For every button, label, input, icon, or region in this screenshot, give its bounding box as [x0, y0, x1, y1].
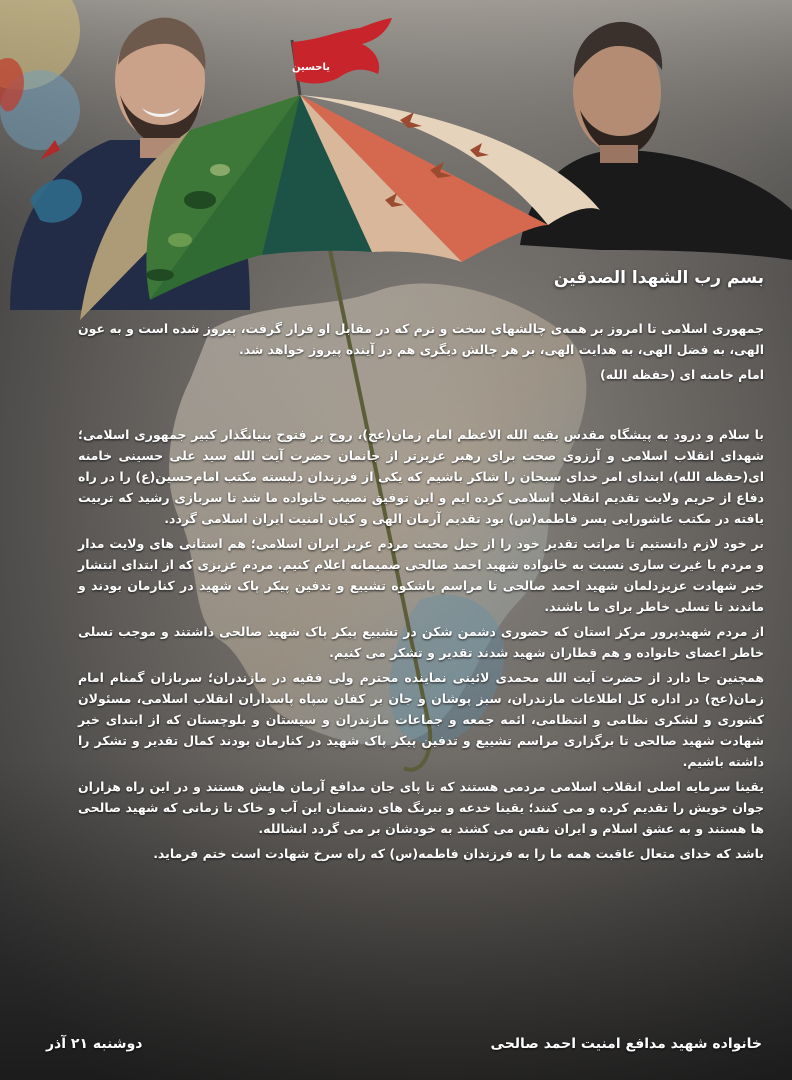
paragraph-1: با سلام و درود به پیشگاه مقدس بقیه الله الاعظم امام زمان(عج)، روح پر فتوح بنیانگذار کبیر جمهوری اسلامی؛ شهدای انقلاب اسلامی و آرزوی صحت برای رهبر عزیزتر از جانمان حضرت آیت الله سید علی حسینی خامنه ای(حفظه الله)، ابتدای امر خدای سبحان را شاکر باشیم که یکی از فرزندان دلبسته مکتب امام‌حسین(ع) را در راه دفاع از حریم ولایت تقدیم انقلاب اسلامی کرده ایم و این توفیق نصیب خانواده ما شد تا سربازی رشید که تربیت یافته در مکتب عاشورایی پسر فاطمه(س) بود تقدیم آرمان الهی و کیان امنیت ایران اسلامی گردد.: [78, 427, 764, 526]
paragraph-5: یقینا سرمایه اصلی انقلاب اسلامی مردمی هستند که تا پای جان مدافع آرمان هایش هستند و در این راه هزاران جوان خویش را تقدیم کرده و می کنند؛ یقینا خدعه و نیرنگ های دشمنان این آب و خاک تا زمانی که شهید صالحی ها هستند و به عشق اسلام و ایران نفس می کشند به خودشان بر می گردد انشالله.: [78, 779, 764, 836]
letter-body: [78, 424, 764, 868]
letter-title: بسم رب الشهدا الصدقین: [553, 268, 764, 288]
date-label: دوشنبه ۲۱ آذر: [46, 1036, 143, 1052]
flag-text: یاحسین: [292, 62, 330, 73]
signature: خانواده شهید مدافع امنیت احمد صالحی: [490, 1036, 762, 1052]
paragraph-6: باشد که خدای متعال عاقبت همه ما را به فرزندان فاطمه(س) که راه سرخ شهادت است ختم فرماید.: [153, 846, 764, 861]
paragraph-2: بر خود لازم دانستیم تا مراتب تقدیر خود را از خیل محبت مردم عزیز ایران اسلامی؛ هم استانی های ولایت مدار و مردم با غیرت ساری نسبت به خانواده شهید احمد صالحی صمیمانه اعلام کنیم. مردم عزیزی که از ابتدای انتشار خبر شهادت عزیزدلمان شهید احمد صالحی تا مراسم باشکوه تشییع و تدفین پیکر پاک شهید در کنارمان بودند و ماندند تا تسلی خاطر برای ما باشند.: [78, 536, 764, 614]
quote-source: امام خامنه ای (حفظه الله): [599, 367, 764, 382]
paragraph-4: همچنین جا دارد از حضرت آیت الله محمدی لائینی نماینده محترم ولی فقیه در مازندران؛ سربازان گمنام امام زمان(عج) در اداره کل اطلاعات مازندران، سبز پوشان و جان بر کفان سپاه پاسداران انقلاب اسلامی، مسئولان کشوری و لشکری نظامی و انتظامی، ائمه جمعه و جماعات مازندران و سیستان و بلوچستان که از ابتدای خبر شهادت شهید صالحی تا برگزاری مراسم تشییع و تدفین پیکر پاک شهید در کنارمان بودند کمال تقدیر و تشکر را داشته باشیم.: [78, 670, 764, 769]
paragraph-3: از مردم شهیدپرور مرکز استان که حضوری دشمن شکن در تشییع پیکر پاک شهید صالحی داشتند و موجب تسلی خاطر اعضای خانواده و هم قطاران شهید شدند تقدیر و تشکر می کنیم.: [78, 624, 764, 660]
leader-quote: [78, 318, 764, 389]
quote-text: جمهوری اسلامی تا امروز بر همه‌ی چالشهای سخت و نرم که در مقابل او قرار گرفت، پیروز شده است و به عون الهی، به فضل الهی، به هدایت الهی، بر هر چالش دیگری هم در آینده پیروز خواهد شد.: [78, 321, 764, 357]
